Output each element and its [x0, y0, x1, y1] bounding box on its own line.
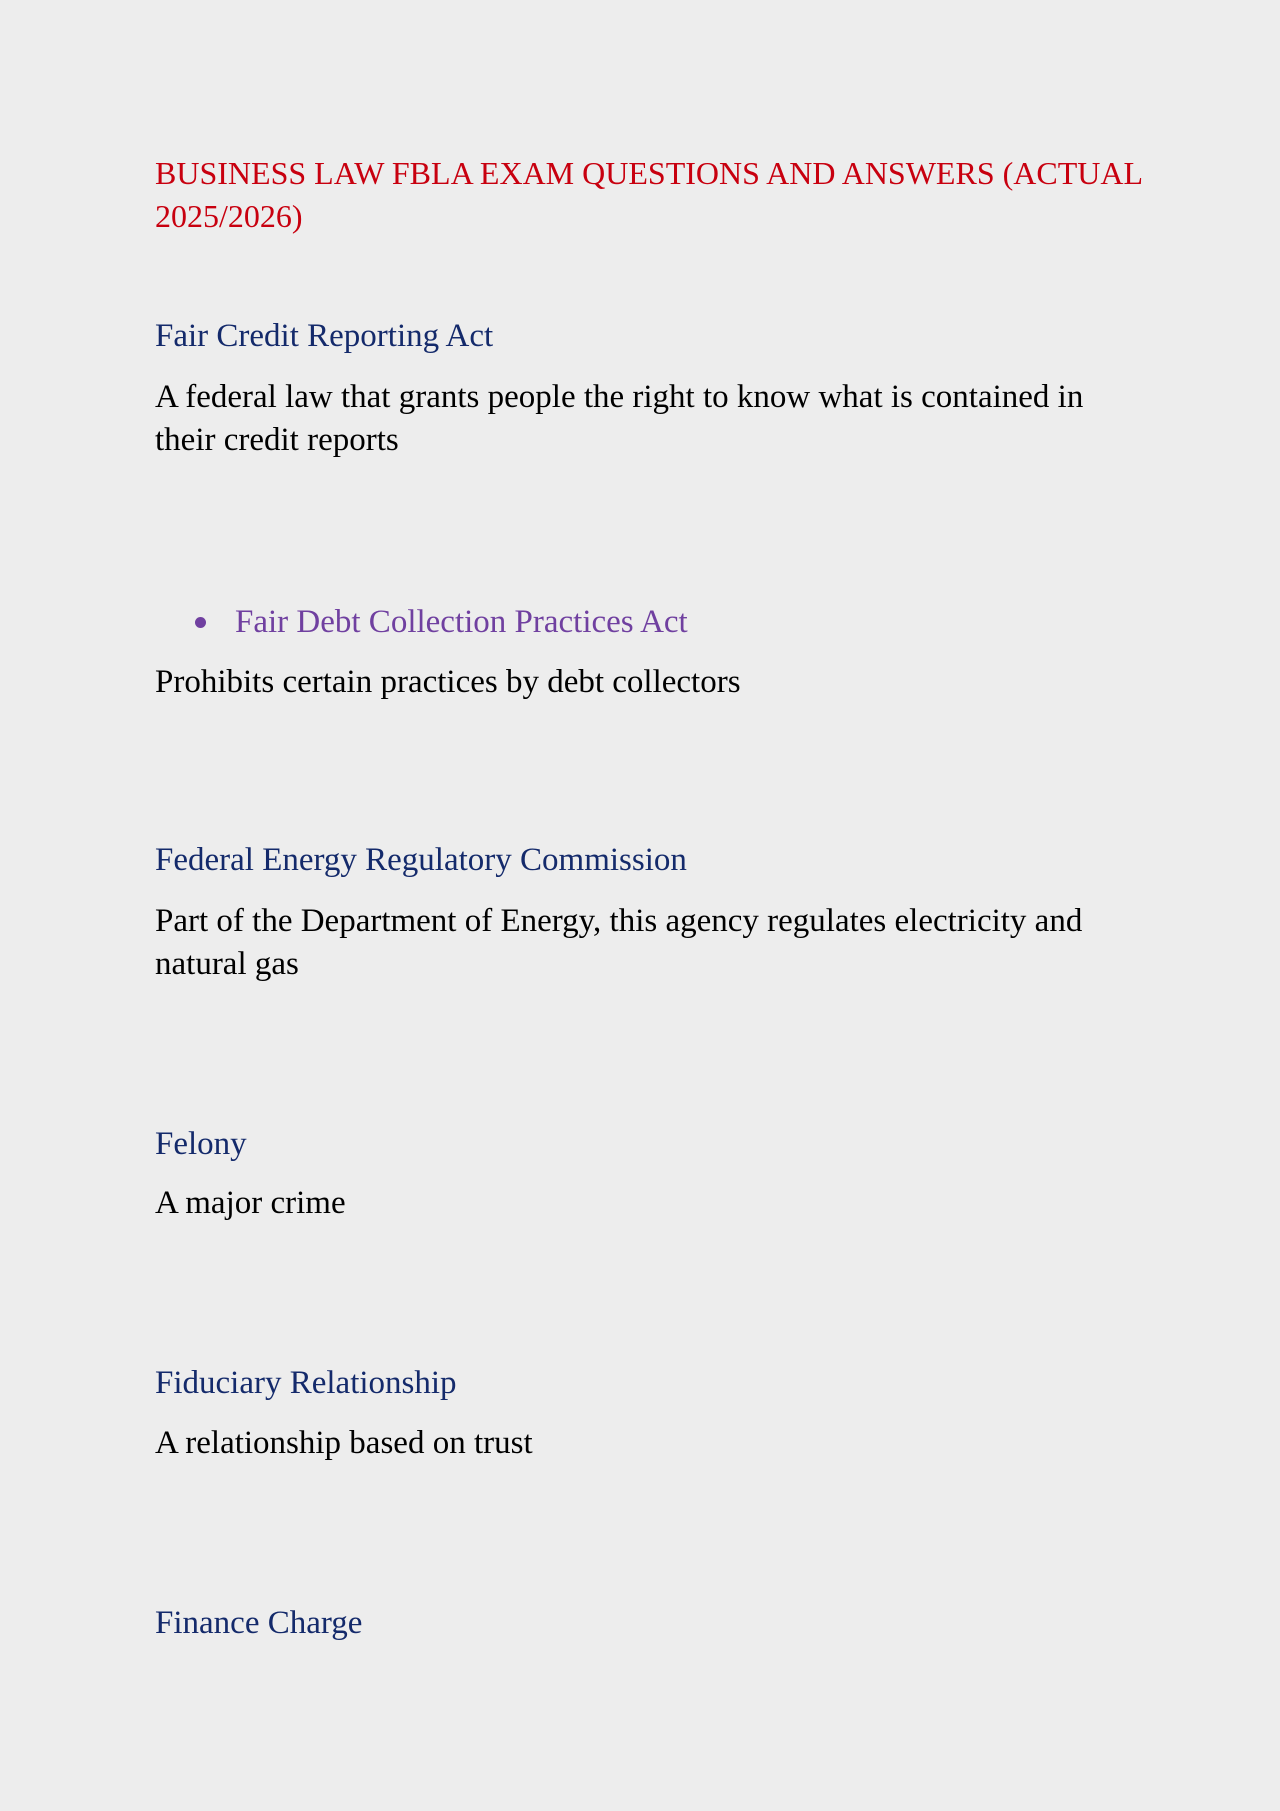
definition-federal-energy-regulatory-commission: Part of the Department of Energy, this agency regulates electricity and natural gas — [155, 903, 1083, 982]
term-fair-debt-collection-practices-act: Fair Debt Collection Practices Act — [235, 604, 688, 640]
term-felony: Felony — [155, 1126, 247, 1162]
bullet-icon — [195, 617, 206, 628]
definition-fair-credit-reporting-act: A federal law that grants people the right to know what is contained in their credit reports — [155, 379, 1084, 458]
term-fiduciary-relationship: Fiduciary Relationship — [155, 1365, 457, 1401]
bulleted-term-list — [191, 602, 688, 642]
term-federal-energy-regulatory-commission: Federal Energy Regulatory Commission — [155, 842, 687, 878]
definition-fair-debt-collection-practices-act: Prohibits certain practices by debt collectors — [155, 664, 741, 700]
definition-felony: A major crime — [155, 1185, 346, 1221]
bulleted-term-item — [191, 602, 688, 642]
definition-fiduciary-relationship: A relationship based on trust — [155, 1425, 533, 1461]
term-finance-charge: Finance Charge — [155, 1605, 363, 1641]
document-title: BUSINESS LAW FBLA EXAM QUESTIONS AND ANSWERS (ACTUAL 2025/2026) — [155, 155, 1142, 234]
term-fair-credit-reporting-act: Fair Credit Reporting Act — [155, 318, 494, 354]
